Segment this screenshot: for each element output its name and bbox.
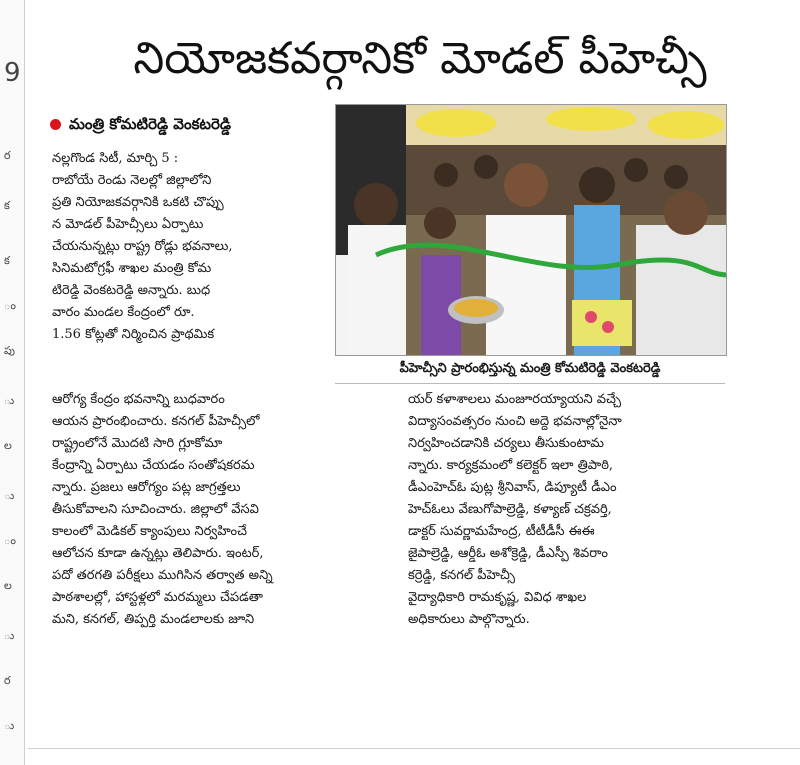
article-text-line: ఆయన ప్రారంభించారు. కనగల్ పీహెచ్సీలో: [52, 414, 260, 429]
strip-glyph: ల: [4, 579, 12, 592]
article-text-line: 1.56 కోట్లతో నిర్మించిన ప్రాథమిక: [52, 327, 215, 342]
column-one: [52, 148, 332, 346]
article-text-line: చేయనున్నట్లు రాష్ట్ర రోడ్లు భవనాలు,: [52, 239, 233, 254]
column-three: [408, 389, 730, 631]
article-text-line: టిరెడ్డి వెంకటరెడ్డి అన్నారు. బుధ: [52, 283, 211, 298]
bottom-divider: [28, 748, 800, 749]
strip-glyph: ల: [4, 439, 12, 452]
byline-text: మంత్రి కోమటిరెడ్డి వెంకటరెడ్డి: [69, 115, 231, 133]
article-text-line: డీఎంహెచ్ఓ పుట్ల శ్రీనివాస్, డిప్యూటీ డీఎం: [408, 480, 617, 495]
strip-glyph: ు: [4, 719, 15, 732]
article-text-line: కేంద్రాన్ని ఏర్పాటు చేయడం సంతోషకరమ: [52, 458, 255, 473]
news-photo: [335, 104, 727, 356]
article-text-line: రాష్ట్రంలోనే మొదటి సారి గ్లూకోమా: [52, 436, 223, 451]
article-text-line: న మోడల్ పీహెచ్సీలు ఏర్పాటు: [52, 217, 204, 232]
article-text-line: యర్ కళాశాలలు మంజూరయ్యాయని వచ్చే: [408, 392, 621, 407]
article-text-line: హెచ్ఓలు వేణుగోపాల్రెడ్డి, కళ్యాణ్ చక్రవర్తి,: [408, 502, 612, 517]
column-two: [52, 389, 392, 631]
strip-glyph: ు: [4, 629, 15, 642]
article-text-line: వైద్యాధికారి రామకృష్ణ, వివిధ శాఖల: [408, 590, 587, 605]
strip-glyph: క: [4, 199, 10, 212]
article-text-line: పాఠశాలల్లో, హాస్టళ్లలో మరమ్మలు చేపడతా: [52, 590, 263, 605]
article-text-line: నిర్వహించడానికి చర్యలు తీసుకుంటామ: [408, 436, 605, 451]
article-text-line: ప్రతి నియోజకవర్గానికి ఒకటి చొప్పు: [52, 195, 224, 210]
strip-glyph: ర: [4, 149, 11, 162]
article-text-line: పదో తరగతి పరీక్షలు ముగిసిన తర్వాత అన్ని: [52, 568, 273, 583]
article-text-line: కాలంలో మెడికల్ క్యాంపులు నిర్వహించే: [52, 524, 247, 539]
article-text-line: వారం మండల కేంద్రంలో రూ.: [52, 305, 195, 320]
adjacent-column-strip: [0, 0, 25, 765]
article-text-line: డాక్టర్ సువర్ణామహేంద్ర, టీటీడీసీ ఈఈ: [408, 524, 595, 539]
article-text-line: మని, కనగల్, తిప్పర్తి మండలాలకు జూని: [52, 612, 255, 627]
strip-glyph: ం: [4, 534, 16, 547]
article-text-line: అధికారులు పాల్గొన్నారు.: [408, 612, 530, 627]
article-headline: నియోజకవర్గానికో మోడల్ పీహెచ్సీ: [133, 33, 707, 84]
article-text-line: నల్లగొండ సిటీ, మార్చి 5 :: [52, 151, 179, 166]
red-bullet-icon: [50, 119, 61, 130]
ribbon-cutting-photo-icon: [336, 105, 726, 355]
article-text-line: తీసుకోవాలని సూచించారు. జిల్లాలో వేసవి: [52, 502, 259, 517]
article-text-line: సినిమటోగ్రఫీ శాఖల మంత్రి కోమ: [52, 261, 212, 276]
byline: [50, 111, 332, 137]
article-text-line: న్నారు. కార్యక్రమంలో కలెక్టర్ ఇలా త్రిపాఠి,: [408, 458, 614, 473]
article-text-line: ఆరోగ్య కేంద్రం భవనాన్ని బుధవారం: [52, 392, 225, 407]
article-text-line: న్నారు. ప్రజలు ఆరోగ్యం పట్ల జాగ్రత్తలు: [52, 480, 241, 495]
article-text-line: ఆలోచన కూడా ఉన్నట్లు తెలిపారు. ఇంటర్,: [52, 546, 264, 561]
strip-glyph: ు: [4, 489, 15, 502]
strip-glyph: క: [4, 254, 10, 267]
strip-glyph: పు: [4, 344, 15, 357]
article-text-line: కర్రెడ్డి, కనగల్ పీహెచ్సీ: [408, 568, 516, 583]
strip-glyph: ం: [4, 299, 16, 312]
article-text-line: రాబోయే రెండు నెలల్లో జిల్లాలోని: [52, 173, 212, 188]
strip-glyph: ర: [4, 674, 11, 687]
article-text-line: జైపాల్రెడ్డి, ఆర్డీఓ అశోక్రెడ్డి, డీఎస్పీ శివరాం: [408, 546, 608, 561]
strip-glyph: ు: [4, 394, 15, 407]
strip-glyph: 9: [4, 58, 21, 88]
article-text-line: విద్యాసంవత్సరం నుంచి అద్దె భవనాల్లోనైనా: [408, 414, 622, 429]
photo-caption: పీహెచ్సీని ప్రారంభిస్తున్న మంత్రి కోమటిరెడ్డి వెంకటరెడ్డి: [335, 355, 725, 384]
